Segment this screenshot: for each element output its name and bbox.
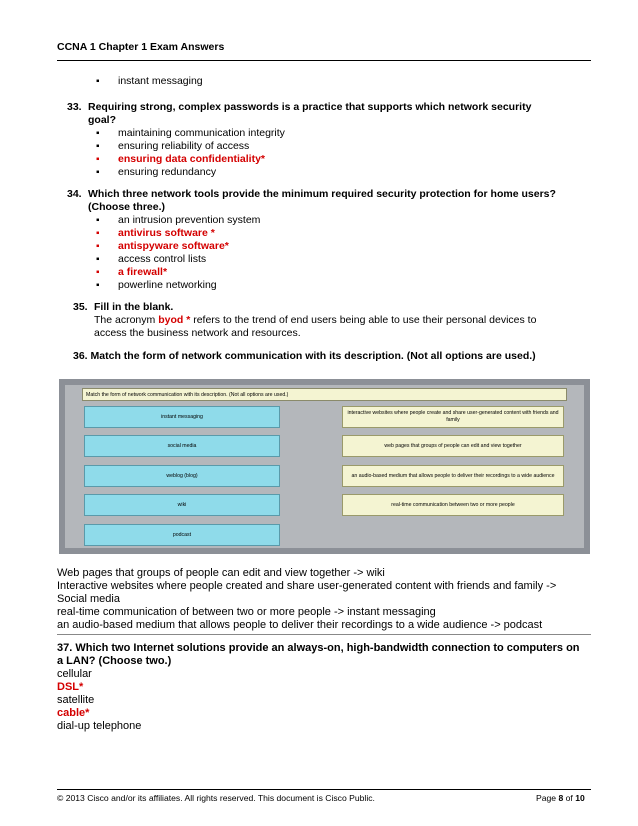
correct-answer-option: cable* [57,707,90,719]
activity-right-item: an audio-based medium that allows people to deliver their recordings to a wide audience [342,465,564,487]
answer-line: Web pages that groups of people can edit and view together -> wiki [57,567,385,579]
question-text: Requiring strong, complex passwords is a practice that supports which network security [88,101,532,113]
page-number [536,793,585,803]
question-text [73,350,536,363]
answer-option: ▪ an intrusion prevention system [118,214,260,227]
total-pages: 10 [575,793,585,803]
question-text [94,314,536,327]
question-text: goal? [88,114,116,126]
page-label: Page [536,793,559,803]
activity-left-item: weblog (blog) [84,465,280,487]
page-of-label: of [563,793,576,803]
question-text: Which three network tools provide the minimum required security protection for home users? [88,188,556,200]
text-fragment: refers to the trend of end users being able to use their personal devices to [190,314,537,326]
correct-answer-option: ▪ a firewall* [118,266,167,279]
question-number-inline: 36. [73,350,88,362]
page-header-title: CCNA 1 Chapter 1 Exam Answers [57,41,225,53]
matching-activity-image [59,379,590,554]
fill-in-answer: byod * [158,314,191,326]
question-number: 33. [67,101,82,113]
correct-answer-option: DSL* [57,681,84,693]
answer-option: ▪ access control lists [118,253,206,266]
current-page: 8 [558,793,564,803]
activity-left-item: podcast [84,524,280,546]
correct-answer-option: ▪ ensuring data confidentiality* [118,153,265,166]
text-fragment: The acronym [94,314,159,326]
answer-option: cellular [57,668,92,680]
answer-option: ▪ ensuring redundancy [118,166,216,179]
activity-left-item: social media [84,435,280,457]
answer-line: Social media [57,593,120,605]
answer-option: ▪ maintaining communication integrity [118,127,285,140]
header-divider [57,60,591,61]
question-text: 37. Which two Internet solutions provide an always-on, high-bandwidth connection to computers on [57,642,580,654]
answer-option: dial-up telephone [57,720,142,732]
question-number: 34. [67,188,82,200]
question-text-inline: Match the form of network communication with its description. (Not all options are used.) [90,350,536,362]
question-text: access the business network and resources. [94,327,301,339]
correct-answer-option: ▪ antivirus software * [118,227,215,240]
question-text: a LAN? (Choose two.) [57,655,172,667]
activity-right-item: web pages that groups of people can edit and view together [342,435,564,457]
activity-right-item: interactive websites where people create and share user-generated content with friends and family [342,406,564,428]
activity-left-item: instant messaging [84,406,280,428]
question-text: (Choose three.) [88,201,166,213]
activity-left-item: wiki [84,494,280,516]
activity-right-item: real-time communication between two or more people [342,494,564,516]
question-title: Fill in the blank. [94,301,174,313]
footer-copyright: © 2013 Cisco and/or its affiliates. All rights reserved. This document is Cisco Public. [57,793,375,803]
footer-divider [57,789,591,790]
activity-panel [65,385,584,548]
activity-title: Match the form of network communication with its description. (Not all options are used.) [82,388,567,401]
answer-line: an audio-based medium that allows people to deliver their recordings to a wide audience -> podcast [57,619,543,631]
section-divider [57,634,591,635]
answer-line: real-time communication of between two or more people -> instant messaging [57,606,436,618]
correct-answer-option: ▪ antispyware software* [118,240,229,253]
question-number: 35. [73,301,88,313]
answer-option: ▪ ensuring reliability of access [118,140,249,153]
answer-line: Interactive websites where people created and share user-generated content with friends and family -> [57,580,557,592]
list-item: ▪ instant messaging [118,75,203,88]
answer-option: ▪ powerline networking [118,279,217,292]
answer-option: satellite [57,694,95,706]
